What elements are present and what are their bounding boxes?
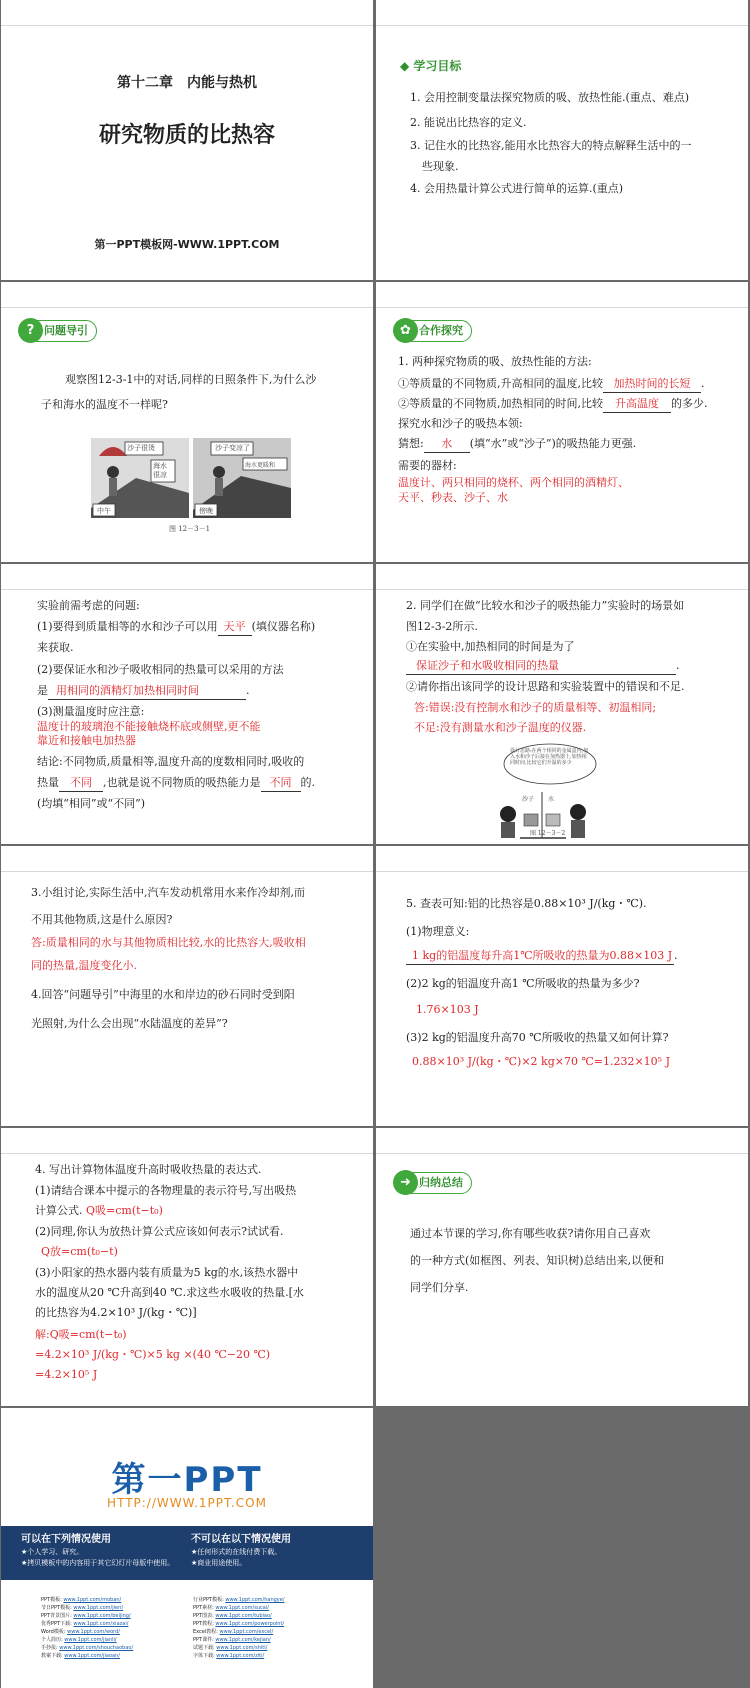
explore-line-1: 1. 两种探究物质的吸、放热性能的方法:	[398, 355, 592, 368]
bubble-hot-sand: 沙子很烫	[127, 444, 155, 452]
link-row[interactable]: PPT背景图片: www.1ppt.com/beijing/	[41, 1613, 131, 1619]
conclusion-2: 热量 不同 ,也就是说不同物质的吸热能力是 不同 的.	[37, 775, 315, 792]
can-use-2: ★拷贝模板中的内容用于其它幻灯片母版中使用。	[21, 1559, 175, 1567]
conclusion-3: (均填“相同”或“不同”)	[37, 797, 146, 810]
scene-answer-3: 不足:没有测量水和沙子温度的仪器.	[414, 721, 587, 734]
link-row[interactable]: 教案下载: www.1ppt.com/jiaoan/	[41, 1653, 120, 1659]
label-noon: 中午	[97, 507, 111, 515]
formula-line-4: (2)同理,你认为放热计算公式应该如何表示?试试看.	[35, 1225, 284, 1238]
question-icon: ?	[18, 318, 43, 343]
al-answer-2: 1.76×103 J	[416, 1003, 479, 1016]
slide-8-aluminum	[376, 846, 748, 1126]
link-row[interactable]: 字体下载: www.1ppt.com/ziti/	[193, 1653, 265, 1659]
q3-line-1: 3.小组讨论,实际生活中,汽车发动机常用水来作冷却剂,而	[31, 886, 305, 899]
formula-line-1: 4. 写出计算物体温度升高时吸收热量的表达式.	[35, 1163, 262, 1176]
formula-line-5: (3)小阳家的热水器内装有质量为5 kg的水,该热水器中	[35, 1266, 299, 1279]
link-row[interactable]: 优秀PPT下载: www.1ppt.com/xiazai/	[41, 1621, 129, 1627]
cannot-use-2: ★商业用途使用。	[191, 1559, 247, 1567]
exp-line-6: (3)测量温度时应注意:	[37, 705, 145, 718]
slide-topbar	[376, 1128, 748, 1154]
link-row[interactable]: 节日PPT模板: www.1ppt.com/jieri/	[41, 1605, 124, 1611]
slide-10-summary	[376, 1128, 748, 1406]
summary-line-3: 同学们分享.	[410, 1281, 469, 1294]
links-left	[41, 1596, 133, 1660]
scene-line-1: 2. 同学们在做“比较水和沙子的吸热能力”实验时的场景如	[406, 599, 685, 612]
scene-answer-2: 答:错误:没有控制水和沙子的质量相等、初温相同;	[414, 701, 657, 714]
cannot-use-title: 不可以在以下情况使用	[191, 1534, 291, 1545]
figure-caption: 图 12－3－1	[169, 525, 211, 533]
formula-answer-2: Q放=cm(t₀−t)	[41, 1245, 118, 1258]
al-line-3: (2)2 kg的铝温度升高1 ℃所吸收的热量为多少?	[406, 977, 640, 990]
link-row[interactable]: 行业PPT模板: www.1ppt.com/hangye/	[193, 1597, 285, 1603]
al-answer-3: 0.88×10³ J/(kg・℃)×2 kg×70 ℃=1.232×10⁵ J	[412, 1055, 670, 1068]
exp-line-3: 来获取.	[37, 641, 74, 654]
goals-heading: ◆ 学习目标	[400, 59, 462, 73]
slide-7-discussion	[1, 846, 373, 1126]
formula-line-2: (1)请结合课本中提示的各物理量的表示符号,写出吸热	[35, 1184, 297, 1197]
al-answer-1: 1 kg的铝温度每升高1℃所吸收的热量为0.88×103 J .	[406, 948, 678, 965]
al-line-4: (3)2 kg的铝温度升高70 ℃所吸收的热量又如何计算?	[406, 1031, 669, 1044]
goal-3b: 些现象.	[422, 160, 459, 173]
slide-9-formula	[1, 1128, 373, 1406]
link-row[interactable]: 个人简历: www.1ppt.com/jianli/	[41, 1637, 117, 1643]
al-line-2: (1)物理意义:	[406, 925, 470, 938]
explore-line-3: ②等质量的不同物质,加热相同的时间,比较 升高温度 的多少.	[398, 396, 708, 413]
exp-line-5: 是 用相同的酒精灯加热相同时间 .	[37, 683, 250, 700]
explore-line-6: 需要的器材:	[398, 459, 457, 472]
goal-4: 4. 会用热量计算公式进行简单的运算.(重点)	[410, 182, 624, 195]
slide-2-goals	[376, 0, 748, 280]
can-use-1: ★个人学习、研究。	[21, 1548, 84, 1556]
link-row[interactable]: 试题下载: www.1ppt.com/shiti/	[193, 1645, 268, 1651]
handshake-icon: ✿	[393, 318, 418, 343]
scene-answer-1: 保证沙子和水吸收相同的热量 .	[406, 658, 680, 675]
question-line-1: 观察图12-3-1中的对话,同样的日照条件下,为什么沙	[65, 373, 317, 386]
slide-4-explore	[376, 282, 748, 562]
bubble-cool-sea: 海水 很凉	[153, 462, 167, 479]
conclusion-1: 结论:不同物质,质量相等,温度升高的度数相同时,吸收的	[37, 755, 305, 768]
slide-topbar	[376, 0, 748, 26]
equipment-answer-1: 温度计、两只相同的烧杯、两个相同的酒精灯、	[398, 476, 629, 489]
formula-line-6: 水的温度从20 ℃升高到40 ℃.求这些水吸收的热量.[水	[35, 1286, 304, 1299]
q3-answer-2: 同的热量,温度变化小.	[31, 959, 137, 972]
label-sand: 沙子	[522, 796, 535, 803]
slide-topbar	[376, 282, 748, 308]
slide-3-question	[1, 282, 373, 562]
chapter-title: 第十二章 内能与热机	[117, 75, 257, 91]
bubble-sand-cooled: 沙子变凉了	[215, 444, 250, 452]
site-label: 第一PPT模板网-WWW.1PPT.COM	[94, 238, 280, 251]
slide-6-experiment-scene	[376, 564, 748, 844]
formula-line-7: 的比热容为4.2×10³ J/(kg・℃)]	[35, 1306, 197, 1319]
arrow-right-icon: ➜	[393, 1170, 418, 1195]
goal-3a: 3. 记住水的比热容,能用水比热容大的特点解释生活中的一	[410, 139, 692, 152]
goal-2: 2. 能说出比热容的定义.	[410, 116, 527, 129]
slide-topbar	[1, 846, 373, 872]
explore-line-5: 猜想: 水 (填“水”或“沙子”)的吸热能力更强.	[398, 436, 636, 453]
explore-line-2: ①等质量的不同物质,升高相同的温度,比较 加热时间的长短 .	[398, 376, 705, 393]
link-row[interactable]: 手抄报: www.1ppt.com/shouchaobao/	[41, 1645, 134, 1651]
question-line-2: 子和海水的温度不一样呢?	[41, 398, 168, 411]
equipment-answer-2: 天平、秒表、沙子、水	[398, 491, 508, 504]
link-row[interactable]: Excel教程: www.1ppt.com/excel/	[193, 1629, 274, 1635]
slide-topbar	[1, 0, 373, 26]
usage-panel	[1, 1526, 373, 1580]
summary-line-1: 通过本节课的学习,你有哪些收获?请你用自己喜欢	[410, 1227, 651, 1240]
figure-caption: 图 12－3－2	[530, 830, 566, 837]
lesson-title: 研究物质的比热容	[98, 123, 275, 148]
q4-line-2: 光照射,为什么会出现“水陆温度的差异”?	[31, 1017, 228, 1030]
link-row[interactable]: PPT素材: www.1ppt.com/sucai/	[193, 1605, 269, 1611]
slide-11-credits	[1, 1408, 373, 1688]
bubble-sea-warmer: 海水更暖和	[245, 462, 276, 469]
explore-line-4: 探究水和沙子的吸热本领:	[398, 417, 523, 430]
slide-topbar	[376, 564, 748, 590]
exp-line-1: 实验前需考虑的问题:	[37, 599, 140, 612]
solution-line-2: =4.2×10³ J/(kg・℃)×5 kg ×(40 ℃−20 ℃)	[35, 1348, 271, 1361]
brand-url[interactable]: HTTP://WWW.1PPT.COM	[107, 1496, 267, 1510]
temp-note-2: 靠近和接触电加热器	[37, 734, 136, 747]
temp-note-1: 温度计的玻璃泡不能接触烧杯底或侧壁,更不能	[37, 720, 261, 733]
link-row[interactable]: PPT图表: www.1ppt.com/tubiao/	[193, 1613, 272, 1619]
link-row[interactable]: Word模板: www.1ppt.com/word/	[41, 1629, 120, 1635]
can-use-title: 可以在下列情况使用	[21, 1534, 111, 1545]
al-line-1: 5. 查表可知:铝的比热容是0.88×10³ J/(kg・℃).	[406, 897, 647, 910]
solution-line-3: =4.2×10⁵ J	[35, 1368, 98, 1381]
link-row[interactable]: PPT课件: www.1ppt.com/kejian/	[193, 1637, 271, 1643]
exp-line-4: (2)要保证水和沙子吸收相同的热量可以采用的方法	[37, 663, 284, 676]
brand-logo: 第一PPT	[111, 1460, 263, 1500]
exp-line-2: (1)要得到质量相等的水和沙子可以用 天平 (填仪器名称)	[37, 619, 315, 636]
scene-line-2: 图12-3-2所示.	[406, 620, 478, 633]
section-badge: ✿ 合作探究	[394, 320, 472, 342]
section-badge: ? 问题导引	[19, 320, 97, 342]
link-row[interactable]: PPT模板: www.1ppt.com/moban/	[41, 1597, 122, 1603]
cannot-use-1: ★任何形式的在线付费下载。	[191, 1548, 282, 1556]
goal-1: 1. 会用控制变量法探究物质的吸、放热性能.(重点、难点)	[410, 91, 690, 104]
label-evening: 傍晚	[199, 507, 213, 515]
section-badge: ➜ 归纳总结	[394, 1172, 472, 1194]
links-right	[193, 1596, 285, 1660]
slide-topbar	[1, 564, 373, 590]
summary-line-2: 的一种方式(如框图、列表、知识树)总结出来,以便和	[410, 1254, 665, 1267]
formula-line-3: 计算公式. Q吸=cm(t−t₀)	[35, 1204, 163, 1217]
link-row[interactable]: PPT教程: www.1ppt.com/powerpoint/	[193, 1621, 285, 1627]
slide-topbar	[1, 1128, 373, 1154]
scene-bubble: 设计思路:在两个相同的金属盒内,加入水和沙子后接在加热器上,加热相同时间,比较它们升温的多少	[510, 748, 589, 766]
q4-line-1: 4.回答“问题导引”中海里的水和岸边的砂石同时受到阳	[31, 988, 295, 1001]
scene-line-3: ①在实验中,加热相同的时间是为了	[406, 640, 575, 653]
slide-topbar	[1, 282, 373, 308]
figure-12-3-1	[91, 438, 291, 518]
slide-5-experiment	[1, 564, 373, 844]
q3-answer-1: 答:质量相同的水与其他物质相比较,水的比热容大,吸收相	[31, 936, 306, 949]
solution-line-1: 解:Q吸=cm(t−t₀)	[35, 1328, 127, 1341]
label-water: 水	[548, 796, 555, 803]
scene-line-4: ②请你指出该同学的设计思路和实验装置中的错误和不足.	[406, 680, 685, 693]
slide-1-cover	[1, 0, 373, 280]
q3-line-2: 不用其他物质,这是什么原因?	[31, 913, 173, 926]
slide-topbar	[376, 846, 748, 872]
